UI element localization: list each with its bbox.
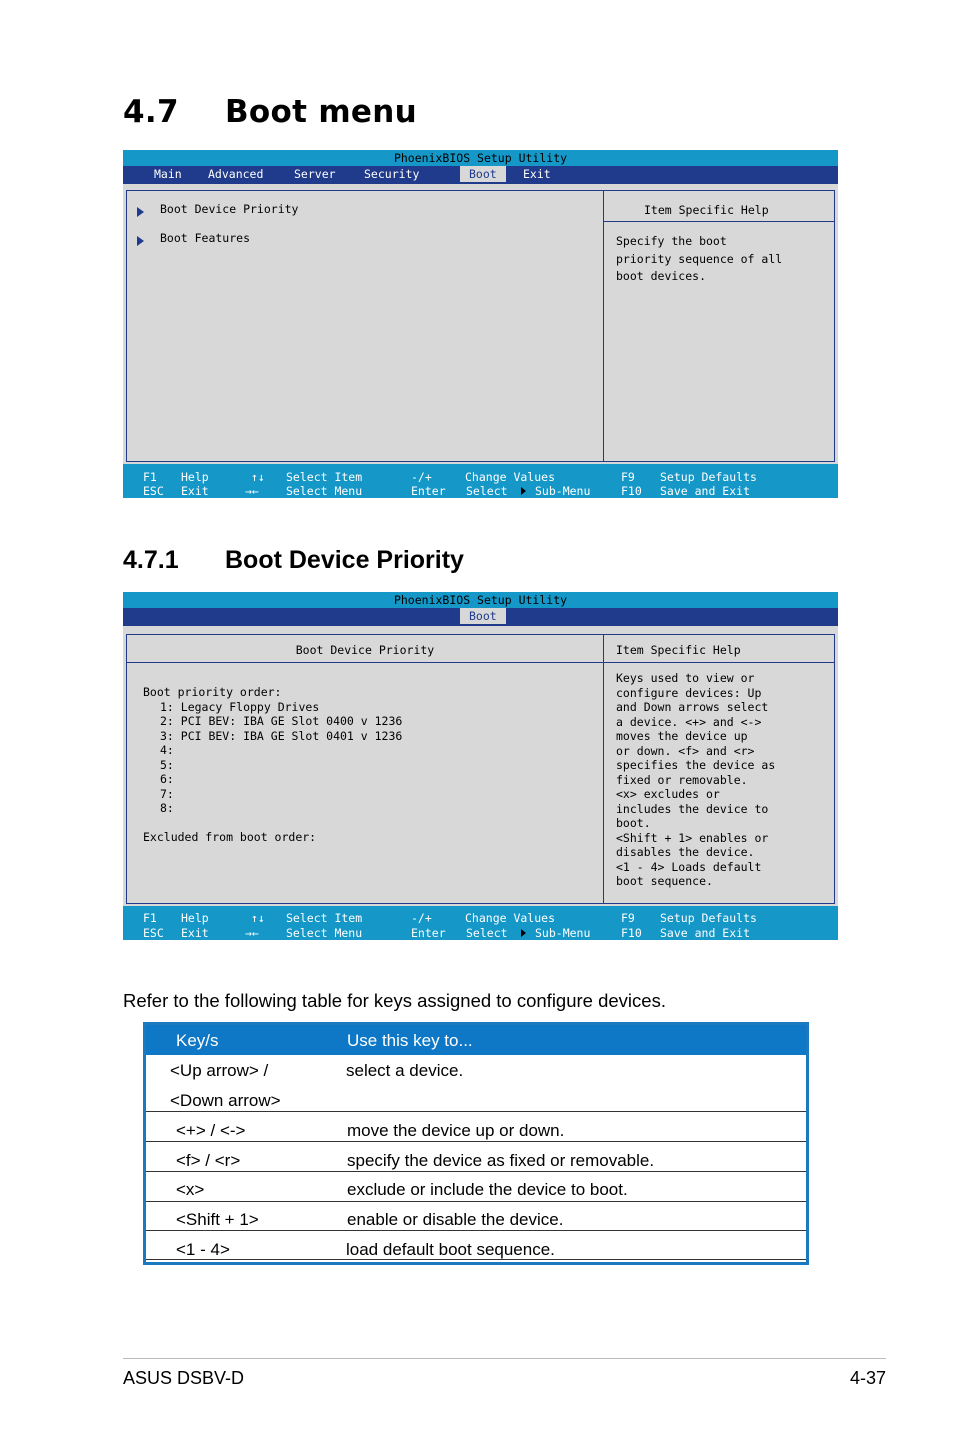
- bios-left-panel: [127, 191, 604, 461]
- menu-main[interactable]: Main: [154, 167, 182, 181]
- key-enter: Enter: [411, 484, 446, 498]
- table-header: [146, 1025, 806, 1055]
- bios-help-panel: [604, 191, 834, 461]
- key-enter: Enter: [411, 926, 446, 940]
- subsection-number: 4.7.1: [123, 546, 179, 574]
- section-heading: [123, 94, 417, 130]
- footer-rule: [123, 1358, 886, 1359]
- key-f9: F9: [621, 470, 635, 484]
- bios-screen-boot-device-priority: [123, 592, 838, 940]
- order-item[interactable]: 1: Legacy Floppy Drives: [160, 699, 320, 714]
- menu-boot[interactable]: Boot: [460, 166, 506, 182]
- item-boot-device-priority[interactable]: Boot Device Priority: [160, 202, 299, 216]
- intro-text: Refer to the following table for keys assigned to configure devices.: [123, 990, 666, 1011]
- header-keys: Key/s: [176, 1031, 219, 1050]
- submenu-arrow-icon: [137, 206, 144, 220]
- key-f9: F9: [621, 911, 635, 925]
- key-minus-plus: -/+: [411, 470, 432, 484]
- excluded-label: Excluded from boot order:: [143, 830, 317, 844]
- submenu-arrow-icon: [137, 235, 144, 249]
- up-down-arrow-icon: ↑↓: [251, 470, 265, 484]
- bios-screen-boot-menu: [123, 150, 838, 498]
- help-title: Item Specific Help: [616, 643, 741, 657]
- item-boot-features[interactable]: Boot Features: [160, 231, 251, 245]
- bios-footer: F1 Help ESC Exit ↑↓ Select Item →← Select Menu -/+ Change Values Enter Select Sub-Menu F9 Setup Defaults F10 Save and Exit: [123, 906, 838, 940]
- bios-left-panel: [127, 635, 604, 903]
- bios-menubar: [123, 166, 838, 184]
- order-item[interactable]: 6:: [160, 772, 174, 786]
- boot-order-list: [143, 685, 402, 845]
- help-title: Item Specific Help: [644, 203, 769, 217]
- order-item[interactable]: 2: PCI BEV: IBA GE Slot 0400 v 1236: [160, 714, 403, 728]
- footer-product: ASUS DSBV-D: [123, 1368, 245, 1388]
- menu-boot[interactable]: Boot: [460, 608, 506, 624]
- order-label: Boot priority order:: [143, 685, 282, 699]
- key-f1: F1: [143, 911, 157, 925]
- menu-exit[interactable]: Exit: [523, 167, 551, 181]
- key-minus-plus: -/+: [411, 911, 432, 925]
- up-down-arrow-icon: ↑↓: [251, 911, 265, 925]
- left-right-arrow-icon: →←: [245, 484, 259, 498]
- section-title: Boot menu: [225, 94, 417, 130]
- subsection-heading: [123, 546, 464, 575]
- order-item[interactable]: 8:: [160, 801, 174, 815]
- bios-body: [126, 634, 835, 904]
- left-right-arrow-icon: →←: [245, 926, 259, 940]
- panel-title: Boot Device Priority: [295, 643, 435, 657]
- subsection-title: Boot Device Priority: [225, 546, 464, 574]
- header-use: Use this key to...: [347, 1031, 473, 1050]
- menu-security[interactable]: Security: [364, 167, 420, 181]
- key-f1: F1: [143, 470, 157, 484]
- help-text: Keys used to view or configure devices: Up and Down arrows select a device. <+> and <-> moves the device up or down. <f> and <r> specifies the device as fixed or removable. <x> excludes or includes the device to boot. <Shift + 1> enables or disables the device. <1 - 4> Loads default boot sequence.: [616, 671, 776, 888]
- menu-server[interactable]: Server: [294, 167, 336, 181]
- bios-footer: F1 Help ESC Exit ↑↓ Select Item →← Select Menu -/+ Change Values Enter Select Sub-Menu F9 Setup Defaults F10 Save and Exit: [123, 464, 838, 498]
- footer-page-number: 4-37: [849, 1368, 886, 1388]
- bios-title: PhoenixBIOS Setup Utility: [123, 150, 838, 166]
- bios-title: PhoenixBIOS Setup Utility: [123, 592, 838, 608]
- order-item[interactable]: 7:: [160, 786, 174, 801]
- key-f10: F10: [621, 484, 642, 498]
- order-item[interactable]: 4:: [160, 743, 174, 757]
- bios-menubar: [123, 608, 838, 626]
- bios-body: [126, 190, 835, 462]
- key-esc: ESC: [143, 484, 164, 498]
- order-item[interactable]: 5:: [160, 757, 174, 772]
- bios-help-panel: [604, 635, 834, 903]
- key-f10: F10: [621, 926, 642, 940]
- key-esc: ESC: [143, 926, 164, 940]
- key-table: Key/s Use this key to... <Up arrow> / select a device. <Down arrow> <+> / <-> move the device up or down. <f> / <r> specify the device as fixed or removable. <x> exclude or include the device to boot. <Shift + 1> enable or disable the device. <1 - 4> load default boot sequence.: [143, 1022, 809, 1265]
- menu-advanced[interactable]: Advanced: [208, 167, 264, 181]
- help-text: Specify the boot priority sequence of all boot devices.: [616, 234, 783, 283]
- section-number: 4.7: [123, 94, 179, 130]
- order-item[interactable]: 3: PCI BEV: IBA GE Slot 0401 v 1236: [160, 728, 403, 743]
